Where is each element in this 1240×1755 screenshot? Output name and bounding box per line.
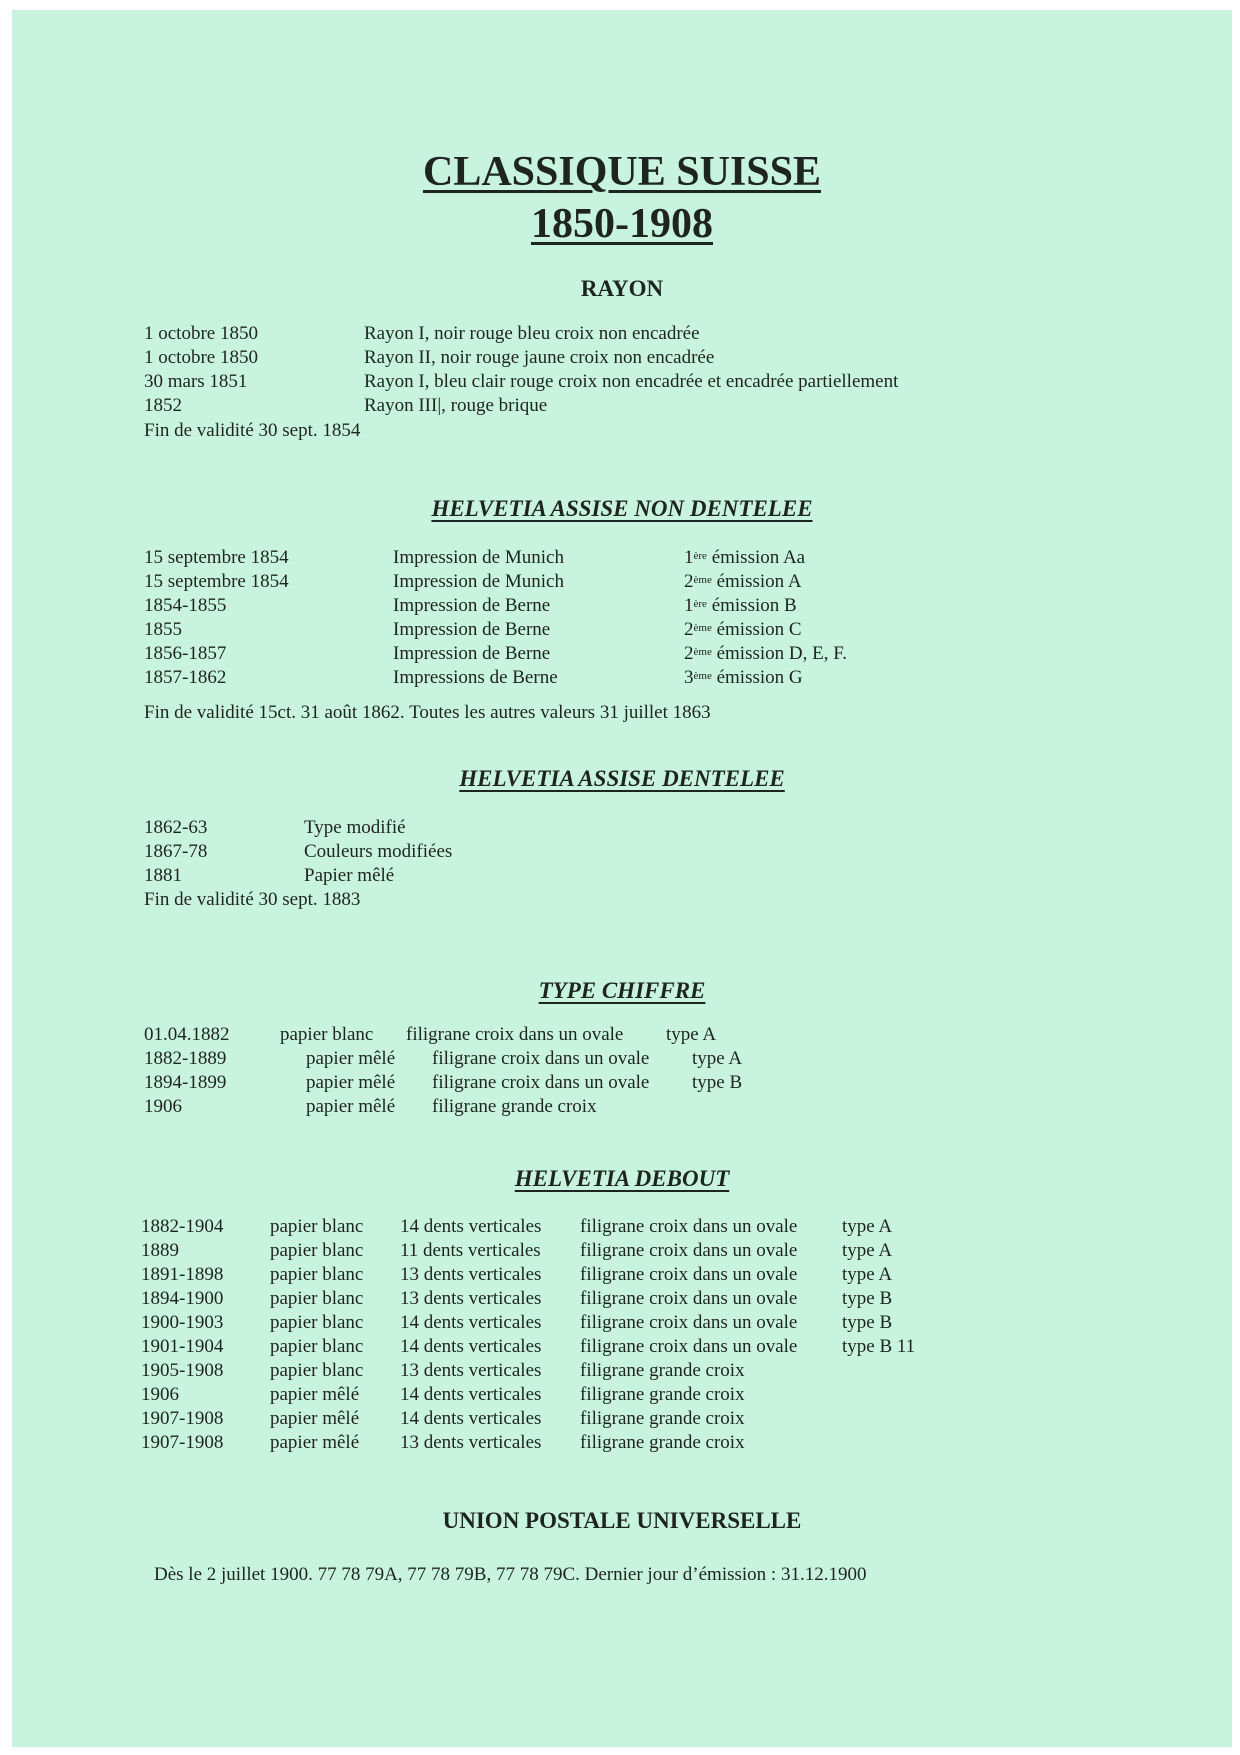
watermark-cell: filigrane grande croix [432,1096,597,1117]
date-cell: 1889 [141,1240,179,1261]
description-cell: Couleurs modifiées [304,841,453,862]
date-cell: 1907-1908 [141,1432,224,1453]
teeth-cell: 13 dents verticales [400,1264,542,1285]
list-item [12,322,1232,346]
type-cell: type B [842,1288,893,1309]
date-cell: 1901-1904 [141,1336,224,1357]
date-cell: 01.04.1882 [144,1024,230,1045]
paper-cell: papier mêlé [270,1408,360,1429]
type-cell: type B 11 [842,1336,916,1357]
teeth-cell: 14 dents verticales [400,1384,542,1405]
section-heading-debout: HELVETIA DEBOUT [514,1166,730,1191]
printing-cell: Impression de Berne [393,619,551,640]
watermark-cell: filigrane croix dans un ovale [406,1024,624,1045]
date-cell: 1891-1898 [141,1264,224,1285]
date-cell: 1854-1855 [144,595,227,616]
paper-cell: papier blanc [270,1240,364,1261]
section-heading-assise-dentelee: HELVETIA ASSISE DENTELEE [459,766,785,791]
list-item [12,546,1232,570]
list-item [12,1311,1232,1335]
date-cell: 1855 [144,619,182,640]
date-cell: 1906 [144,1096,182,1117]
printing-cell: Impressions de Berne [393,667,558,688]
list-item [12,1071,1232,1095]
date-cell: 1905-1908 [141,1360,224,1381]
watermark-cell: filigrane croix dans un ovale [580,1240,798,1261]
teeth-cell: 14 dents verticales [400,1312,542,1333]
list-item [12,840,1232,864]
watermark-cell: filigrane croix dans un ovale [580,1288,798,1309]
date-cell: 1894-1900 [141,1288,224,1309]
paper-cell: papier mêlé [306,1072,396,1093]
description-cell: Rayon III|, rouge brique [364,395,548,416]
teeth-cell: 14 dents verticales [400,1216,542,1237]
type-cell: type A [692,1048,743,1069]
teeth-cell: 11 dents verticales [400,1240,541,1261]
paper-cell: papier blanc [270,1288,364,1309]
paper-cell: papier mêlé [306,1048,396,1069]
list-item [12,1023,1232,1047]
description-cell: Rayon I, noir rouge bleu croix non encadrée [364,323,700,344]
section-heading-type-chiffre: TYPE CHIFFRE [538,978,706,1003]
list-item [12,1239,1232,1263]
emission-cell: 2ème émission A [684,571,802,592]
date-cell: 1882-1889 [144,1048,227,1069]
paper-cell: papier blanc [280,1024,374,1045]
section-heading-assise-non-dentelee: HELVETIA ASSISE NON DENTELEE [431,496,813,521]
section-heading-rayon: RAYON [580,276,664,301]
description-cell: Papier mêlé [304,865,395,886]
emission-cell: 3ème émission G [684,667,803,688]
paper-cell: papier mêlé [270,1432,360,1453]
list-item [12,1215,1232,1239]
paper-cell: papier mêlé [306,1096,396,1117]
emission-cell: 1ère émission B [684,595,797,616]
assise-dentelee-validity-note: Fin de validité 30 sept. 1883 [144,889,361,910]
list-item [12,594,1232,618]
assise-non-dentelee-validity-note: Fin de validité 15ct. 31 août 1862. Toutes les autres valeurs 31 juillet 1863 [144,702,711,723]
date-cell: 1856-1857 [144,643,227,664]
watermark-cell: filigrane grande croix [580,1432,745,1453]
list-item [12,816,1232,840]
list-item [12,570,1232,594]
list-item [12,394,1232,418]
type-cell: type A [842,1216,893,1237]
date-cell: 1907-1908 [141,1408,224,1429]
watermark-cell: filigrane grande croix [580,1408,745,1429]
main-title: CLASSIQUE SUISSE [422,149,821,195]
type-cell: type A [666,1024,717,1045]
list-item [12,1359,1232,1383]
watermark-cell: filigrane croix dans un ovale [580,1312,798,1333]
paper-cell: papier blanc [270,1264,364,1285]
section-heading-upu: UNION POSTALE UNIVERSELLE [442,1508,802,1533]
date-cell: 15 septembre 1854 [144,547,289,568]
list-item [12,1431,1232,1455]
teeth-cell: 13 dents verticales [400,1288,542,1309]
description-cell: Rayon I, bleu clair rouge croix non encadrée et encadrée partiellement [364,371,899,392]
description-cell: Rayon II, noir rouge jaune croix non encadrée [364,347,715,368]
list-item [12,1287,1232,1311]
list-item [12,618,1232,642]
watermark-cell: filigrane croix dans un ovale [580,1336,798,1357]
printing-cell: Impression de Munich [393,571,564,592]
paper-cell: papier blanc [270,1336,364,1357]
list-item [12,370,1232,394]
teeth-cell: 14 dents verticales [400,1336,542,1357]
teeth-cell: 14 dents verticales [400,1408,542,1429]
document-page [12,10,1232,1747]
printing-cell: Impression de Berne [393,595,551,616]
watermark-cell: filigrane croix dans un ovale [580,1216,798,1237]
description-cell: Type modifié [304,817,406,838]
watermark-cell: filigrane grande croix [580,1360,745,1381]
printing-cell: Impression de Munich [393,547,564,568]
list-item [12,1047,1232,1071]
date-cell: 1906 [141,1384,179,1405]
list-item [12,642,1232,666]
list-item [12,346,1232,370]
type-cell: type B [692,1072,743,1093]
type-cell: type A [842,1264,893,1285]
emission-cell: 2ème émission D, E, F. [684,643,848,664]
date-cell: 1862-63 [144,817,208,838]
date-cell: 1894-1899 [144,1072,227,1093]
list-item [12,1095,1232,1119]
type-cell: type B [842,1312,893,1333]
date-cell: 1882-1904 [141,1216,224,1237]
main-subtitle-years: 1850-1908 [531,201,713,247]
emission-cell: 2ème émission C [684,619,802,640]
date-cell: 1881 [144,865,182,886]
watermark-cell: filigrane croix dans un ovale [580,1264,798,1285]
list-item [12,666,1232,690]
watermark-cell: filigrane croix dans un ovale [432,1048,650,1069]
upu-text: Dès le 2 juillet 1900. 77 78 79A, 77 78 79B, 77 78 79C. Dernier jour d’émission : 31.12.1900 [154,1564,867,1585]
printing-cell: Impression de Berne [393,643,551,664]
paper-cell: papier mêlé [270,1384,360,1405]
date-cell: 1 octobre 1850 [144,323,258,344]
date-cell: 1852 [144,395,182,416]
date-cell: 30 mars 1851 [144,371,248,392]
date-cell: 1 octobre 1850 [144,347,258,368]
list-item [12,1407,1232,1431]
list-item [12,1263,1232,1287]
list-item [12,864,1232,888]
paper-cell: papier blanc [270,1360,364,1381]
list-item [12,1383,1232,1407]
watermark-cell: filigrane croix dans un ovale [432,1072,650,1093]
watermark-cell: filigrane grande croix [580,1384,745,1405]
list-item [12,1335,1232,1359]
paper-cell: papier blanc [270,1312,364,1333]
date-cell: 15 septembre 1854 [144,571,289,592]
teeth-cell: 13 dents verticales [400,1432,542,1453]
date-cell: 1857-1862 [144,667,227,688]
paper-cell: papier blanc [270,1216,364,1237]
date-cell: 1900-1903 [141,1312,224,1333]
rayon-validity-note: Fin de validité 30 sept. 1854 [144,420,361,441]
type-cell: type A [842,1240,893,1261]
emission-cell: 1ère émission Aa [684,547,806,568]
date-cell: 1867-78 [144,841,208,862]
teeth-cell: 13 dents verticales [400,1360,542,1381]
